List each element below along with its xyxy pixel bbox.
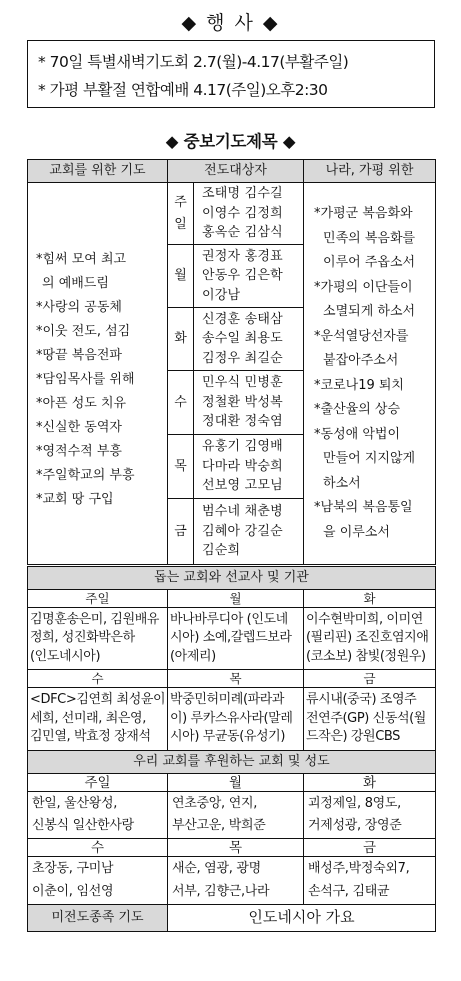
supporters-monday (168, 792, 304, 839)
text-line: 새순, 염광, 광명 (172, 861, 261, 876)
missions-tuesday (304, 608, 436, 670)
text-line: 거제성광, 장영준 (308, 818, 402, 833)
evangelism-sunday (194, 183, 304, 245)
supporters-friday (304, 857, 436, 905)
name-line: 정철환 박성복 (202, 394, 283, 410)
text-line: 이수현박미희, 이미연 (306, 611, 423, 627)
name-line: 다마라 박숭희 (202, 458, 283, 474)
name-line: 선보영 고모님 (202, 478, 283, 494)
day-sunday: 주 일 (168, 183, 194, 245)
evangelism-thursday (194, 435, 304, 499)
day-label: 수 (28, 839, 168, 857)
evangelism-wednesday (194, 371, 304, 435)
text-line: 김명훈송은미, 김원배유 (30, 611, 160, 627)
text-line: 초장동, 구미남 (32, 861, 114, 876)
church-item: *아픈 성도 치유 (36, 395, 127, 411)
nation-item: *코로나19 퇴치 (314, 377, 404, 393)
nation-prayer-list (304, 183, 436, 565)
missions-table (27, 566, 436, 751)
name-line: 송수일 최용도 (202, 331, 283, 347)
nation-item: 만들어 지지않게 (323, 451, 416, 466)
text-line: (코소보) 참빛(정원우) (306, 648, 426, 664)
text-line: 드작은) 강원CBS (306, 729, 401, 745)
church-item: *영적수적 부흥 (36, 443, 122, 459)
nation-item: *남북의 복음통일 (314, 500, 413, 515)
supporters-tuesday (304, 792, 436, 839)
church-item: *신실한 동역자 (36, 419, 122, 435)
day-thursday: 목 (168, 435, 194, 499)
day-label: 화 (304, 590, 436, 608)
name-line: 정대환 정숙염 (202, 414, 283, 430)
nation-item: 붙잡아주소서 (323, 353, 399, 368)
nation-item: *출산율의 상승 (314, 402, 400, 417)
day-label: 월 (168, 774, 304, 792)
text-line: 바나바루디아 (인도네 (170, 611, 288, 627)
name-line: 홍옥순 김삼식 (202, 225, 283, 241)
nation-item: 소멸되게 하소서 (323, 304, 416, 319)
evangelism-friday (194, 499, 304, 565)
name-line: 안동우 김은학 (202, 268, 283, 284)
day-label: 목 (168, 670, 304, 688)
church-item: *땅끝 복음전파 (36, 347, 122, 363)
day-tuesday: 화 (168, 308, 194, 371)
text-line: 괴정제일, 8영도, (308, 795, 402, 811)
supporters-sunday (28, 792, 168, 839)
text-line: 손석구, 김태균 (308, 883, 390, 899)
text-line: <DFC>김연희 최성윤이 (30, 692, 166, 708)
text-line: 한일, 울산왕성, (32, 795, 118, 811)
unreached-value: 인도네시아 가요 (168, 905, 436, 932)
nation-item: *운석열당선자를 (314, 328, 409, 344)
nation-item: *동성애 악법이 (314, 426, 400, 442)
text-line: 정희, 성진화박은하 (30, 630, 135, 646)
day-label: 주일 (28, 590, 168, 608)
name-line: 김정우 최길순 (202, 350, 283, 366)
supporters-title: 우리 교회를 후원하는 교회 및 성도 (28, 751, 436, 774)
events-box (27, 40, 435, 108)
text-line: 연초중앙, 연지, (172, 795, 258, 811)
nation-item: 하소서 (323, 475, 361, 491)
text-line: 시아) 무균동(유성기) (170, 729, 286, 745)
missions-monday (168, 608, 304, 670)
supporters-table (27, 750, 436, 932)
church-item: *담임목사를 위해 (36, 371, 135, 387)
event-item: * 70일 특별새벽기도회 2.7(월)-4.17(부활주일) (38, 53, 349, 71)
missions-friday (304, 688, 436, 751)
church-item: *이웃 전도, 섬김 (36, 323, 131, 339)
day-label: 주일 (28, 774, 168, 792)
header-evangelism: 전도대상자 (168, 160, 304, 183)
church-prayer-list (28, 183, 168, 565)
text-line: 박중민허미례(파라과 (170, 692, 285, 708)
name-line: 이강남 (202, 287, 241, 303)
header-church: 교회를 위한 기도 (28, 160, 168, 183)
day-label: 월 (168, 590, 304, 608)
church-item: *사랑의 공동체 (36, 299, 122, 315)
supporters-thursday (168, 857, 304, 905)
nation-item: 이루어 주옵소서 (323, 255, 416, 270)
nation-item: 을 이루소서 (323, 524, 390, 540)
day-label: 화 (304, 774, 436, 792)
name-line: 범수네 채춘병 (202, 504, 283, 520)
day-label: 금 (304, 670, 436, 688)
name-line: 김혜아 강길순 (202, 523, 283, 539)
missions-thursday (168, 688, 304, 751)
prayer-table (27, 159, 436, 565)
text-line: 시아) 소예,갈렙드보라 (170, 630, 292, 646)
name-line: 민우식 민병훈 (202, 375, 283, 391)
text-line: 신봉식 일산한사랑 (32, 818, 134, 833)
nation-item: *가평의 이단들이 (314, 279, 413, 295)
text-line: (인도네시아) (30, 648, 101, 664)
evangelism-tuesday (194, 308, 304, 371)
church-item: *힘써 모여 최고 (36, 251, 127, 267)
text-line: 이춘이, 임선영 (32, 883, 114, 899)
text-line: 부산고운, 박희준 (172, 818, 266, 833)
supporters-wednesday (28, 857, 168, 905)
missions-wednesday (28, 688, 168, 751)
text-line: 류시내(중국) 조영주 (306, 692, 417, 708)
name-line: 유홍기 김영배 (202, 439, 283, 455)
evangelism-monday (194, 245, 304, 308)
unreached-label: 미전도종족 기도 (28, 905, 168, 932)
day-label: 목 (168, 839, 304, 857)
name-line: 이영수 김정희 (202, 205, 283, 221)
prayer-title: ◆ 중보기도제목 ◆ (165, 132, 296, 151)
text-line: 세희, 선미래, 최은영, (30, 710, 146, 726)
header-nation: 나라, 가평 위한 (304, 160, 436, 183)
day-monday: 월 (168, 245, 194, 308)
event-item: * 가평 부활절 연합예배 4.17(주일)오후2:30 (38, 81, 328, 99)
events-title: ◆ 행 사 ◆ (181, 12, 280, 34)
day-wednesday: 수 (168, 371, 194, 435)
text-line: (아제리) (170, 648, 216, 664)
text-line: 배성주,박정숙외7, (308, 861, 410, 876)
name-line: 김순희 (202, 543, 241, 559)
text-line: 이) 루카스유사라(말레 (170, 710, 293, 726)
missions-sunday (28, 608, 168, 670)
text-line: 서부, 김향근,나라 (172, 883, 270, 899)
church-item: *주일학교의 부흥 (36, 467, 135, 483)
name-line: 권정자 홍경표 (202, 248, 283, 264)
church-item: *교회 땅 구입 (36, 491, 114, 507)
nation-item: 민족의 복음화를 (323, 230, 416, 246)
nation-item: *가평군 복음화와 (314, 206, 413, 221)
day-label: 수 (28, 670, 168, 688)
day-friday: 금 (168, 499, 194, 565)
name-line: 신경훈 송태삼 (202, 311, 283, 327)
day-label: 금 (304, 839, 436, 857)
church-item: 의 예배드림 (42, 275, 109, 291)
missions-title: 돕는 교회와 선교사 및 기관 (28, 567, 436, 590)
text-line: (필리핀) 조진호염지애 (306, 630, 429, 646)
name-line: 조태명 김수길 (202, 186, 283, 202)
text-line: 김민열, 박효정 장재석 (30, 729, 151, 745)
text-line: 전연주(GP) 신동석(월 (306, 710, 426, 726)
